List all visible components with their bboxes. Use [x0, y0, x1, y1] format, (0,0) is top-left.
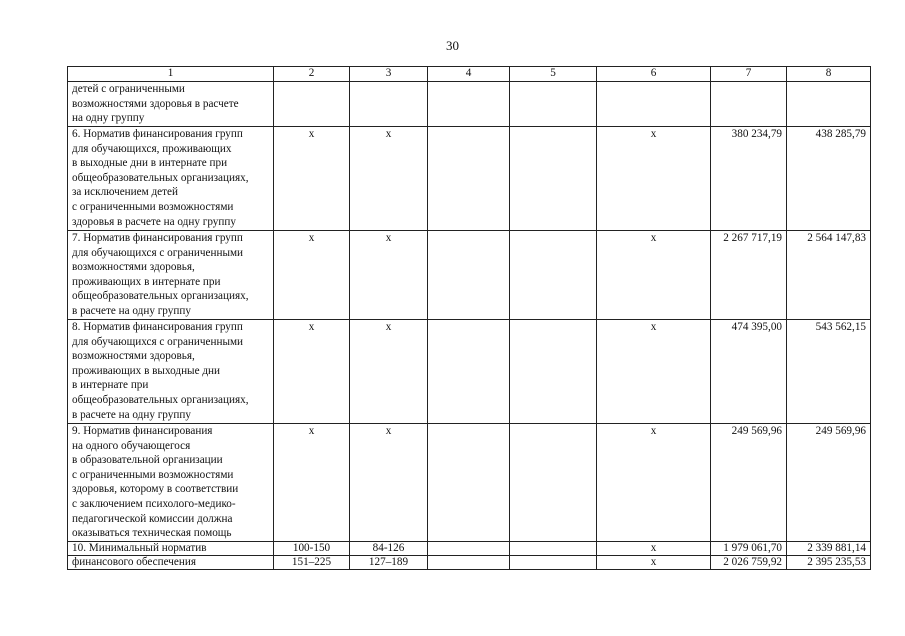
table-cell: [428, 424, 510, 542]
table-cell: [510, 82, 597, 127]
table-row: [68, 82, 871, 127]
table-cell: х: [597, 231, 711, 320]
column-header: 8: [787, 67, 871, 82]
column-header: 7: [711, 67, 787, 82]
table-cell: х: [597, 320, 711, 424]
table-cell: х: [350, 320, 428, 424]
table-cell: [510, 424, 597, 542]
table-cell: [428, 320, 510, 424]
row-description: детей с ограниченными возможностями здоровья в расчете на одну группу: [68, 82, 274, 127]
table-cell: 2 564 147,83: [787, 231, 871, 320]
table-cell: [274, 82, 350, 127]
table-cell: 84-126: [350, 542, 428, 556]
table-cell: [428, 127, 510, 231]
table-cell: [711, 82, 787, 127]
table-cell: х: [597, 127, 711, 231]
table-row: [68, 231, 871, 320]
table-cell: х: [274, 320, 350, 424]
column-header: 5: [510, 67, 597, 82]
table-cell: 1 979 061,70: [711, 542, 787, 556]
table-cell: [510, 542, 597, 556]
table-cell: 438 285,79: [787, 127, 871, 231]
table-cell: 151–225: [274, 556, 350, 570]
table-cell: [510, 231, 597, 320]
row-description: финансового обеспечения: [68, 556, 274, 570]
table-cell: [597, 82, 711, 127]
row-description: 9. Норматив финансирования на одного обучающегося в образовательной организации с ограниченными возможностями здоровья, которому в соответствии с заключением психолого-медико- педагогической комиссии должна оказываться техническая помощь: [68, 424, 274, 542]
table-cell: х: [350, 424, 428, 542]
table-cell: 2 339 881,14: [787, 542, 871, 556]
table-cell: 127–189: [350, 556, 428, 570]
row-description: 10. Минимальный норматив: [68, 542, 274, 556]
table-cell: 2 395 235,53: [787, 556, 871, 570]
table-cell: [428, 556, 510, 570]
row-description: 6. Норматив финансирования групп для обучающихся, проживающих в выходные дни в интернате при общеобразовательных организациях, за исключением детей с ограниченными возможностями здоровья в расчете на одну группу: [68, 127, 274, 231]
table-row: [68, 127, 871, 231]
column-header: 4: [428, 67, 510, 82]
table-cell: [510, 556, 597, 570]
table-row: [68, 320, 871, 424]
table-cell: [510, 320, 597, 424]
table-cell: 249 569,96: [787, 424, 871, 542]
table-cell: х: [274, 127, 350, 231]
table-cell: [428, 231, 510, 320]
table-header-row: [68, 67, 871, 82]
table-cell: х: [274, 231, 350, 320]
table-cell: х: [597, 542, 711, 556]
table-cell: х: [350, 231, 428, 320]
table-cell: [787, 82, 871, 127]
table-cell: х: [597, 556, 711, 570]
column-header: 1: [68, 67, 274, 82]
table-cell: 100-150: [274, 542, 350, 556]
table-cell: 2 267 717,19: [711, 231, 787, 320]
column-header: 6: [597, 67, 711, 82]
table-cell: [428, 542, 510, 556]
table-row: [68, 556, 871, 570]
financing-norms-table: [67, 66, 871, 570]
table-cell: 543 562,15: [787, 320, 871, 424]
table-cell: 249 569,96: [711, 424, 787, 542]
table-cell: [428, 82, 510, 127]
table-row: [68, 542, 871, 556]
table-cell: [350, 82, 428, 127]
row-description: 8. Норматив финансирования групп для обучающихся с ограниченными возможностями здоровья, проживающих в выходные дни в интернате при общеобразовательных организациях, в расчете на одну группу: [68, 320, 274, 424]
table-cell: 474 395,00: [711, 320, 787, 424]
table-cell: х: [274, 424, 350, 542]
table-cell: [510, 127, 597, 231]
table-cell: х: [350, 127, 428, 231]
page-number: 30: [446, 38, 459, 53]
column-header: 3: [350, 67, 428, 82]
table-cell: х: [597, 424, 711, 542]
column-header: 2: [274, 67, 350, 82]
row-description: 7. Норматив финансирования групп для обучающихся с ограниченными возможностями здоровья, проживающих в интернате при общеобразовательных организациях, в расчете на одну группу: [68, 231, 274, 320]
table-cell: 380 234,79: [711, 127, 787, 231]
table-row: [68, 424, 871, 542]
table-cell: 2 026 759,92: [711, 556, 787, 570]
